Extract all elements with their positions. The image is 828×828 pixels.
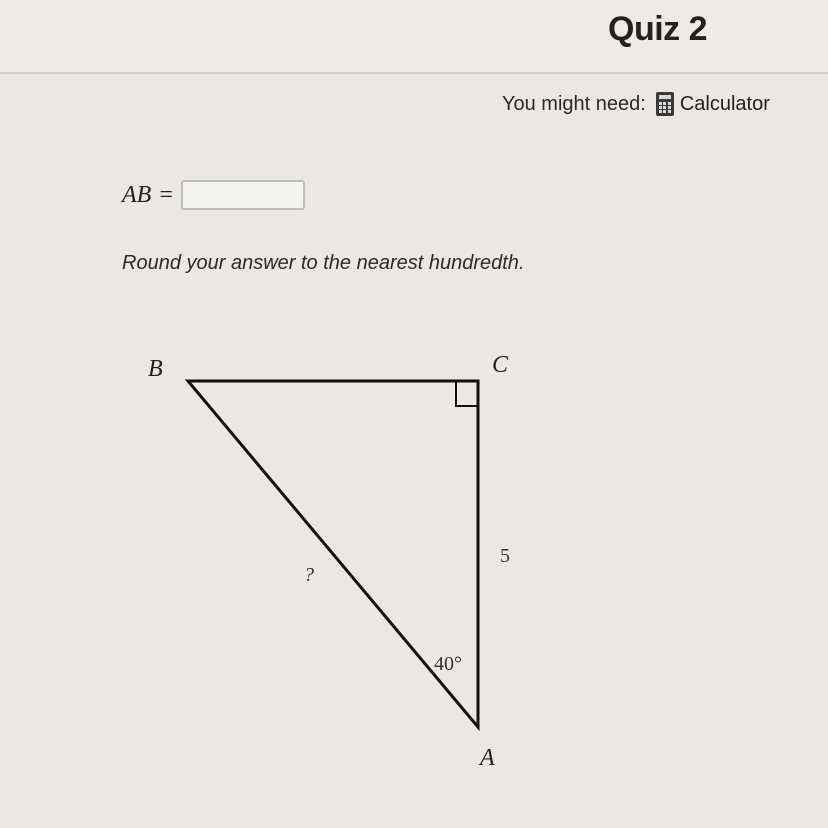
right-angle-marker xyxy=(456,381,478,406)
side-ab-label: ? xyxy=(304,564,314,586)
instruction-text: Round your answer to the nearest hundredth. xyxy=(122,252,525,274)
side-ca-label: 5 xyxy=(500,545,510,567)
equals-sign: = xyxy=(159,181,173,208)
calculator-link[interactable]: Calculator xyxy=(679,92,770,115)
vertex-b-label: B xyxy=(148,356,163,382)
page-title: Quiz 2 xyxy=(608,10,708,48)
tools-prefix: You might need: xyxy=(502,92,646,115)
answer-lhs: AB xyxy=(122,181,152,208)
vertex-c-label: C xyxy=(492,352,509,378)
vertex-a-label: A xyxy=(480,745,495,771)
angle-a-label: 40° xyxy=(434,653,462,675)
triangle-shape xyxy=(188,381,478,727)
